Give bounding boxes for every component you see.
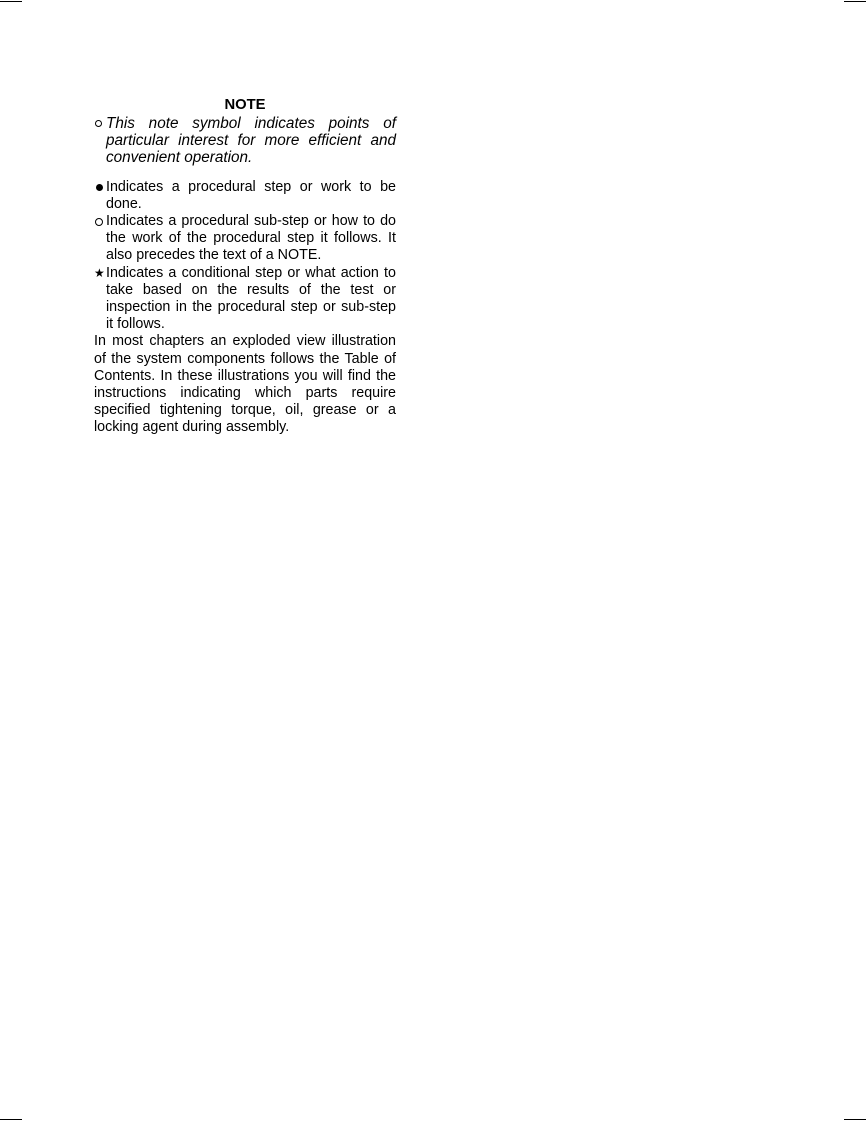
note-heading: NOTE <box>224 97 266 113</box>
crop-mark-bottom-right <box>844 1119 866 1120</box>
open-circle-icon <box>94 213 106 230</box>
list-item-conditional-step <box>94 265 396 334</box>
filled-bullet-icon <box>94 179 106 196</box>
list-item-sub-step <box>94 213 396 265</box>
star-icon <box>94 265 106 282</box>
open-circle-icon <box>95 120 102 127</box>
list-item-text: Indicates a procedural sub-step or how to do the work of the procedural step it follows. It also precedes the text of a NOTE. <box>106 213 396 264</box>
list-item-text: Indicates a procedural step or work to be done. <box>106 178 396 212</box>
text-column <box>94 96 396 437</box>
body-paragraph: In most chapters an exploded view illustration of the system components follows the Table of Contents. In these illustrations you will find the instructions indicating which parts require specified tightening torque, oil, grease or a locking agent during assembly. <box>94 333 396 436</box>
note-text: This note symbol indicates points of particular interest for more efficient and convenient operation. <box>106 115 396 167</box>
crop-mark-bottom-left <box>0 1119 22 1120</box>
list-item-step <box>94 179 396 213</box>
note-block <box>94 115 396 167</box>
list-item-text: Indicates a conditional step or what action to take based on the results of the test or inspection in the procedural step or sub-step it follows. <box>106 264 396 333</box>
crop-mark-top-right <box>844 1 866 2</box>
crop-mark-top-left <box>0 1 22 2</box>
